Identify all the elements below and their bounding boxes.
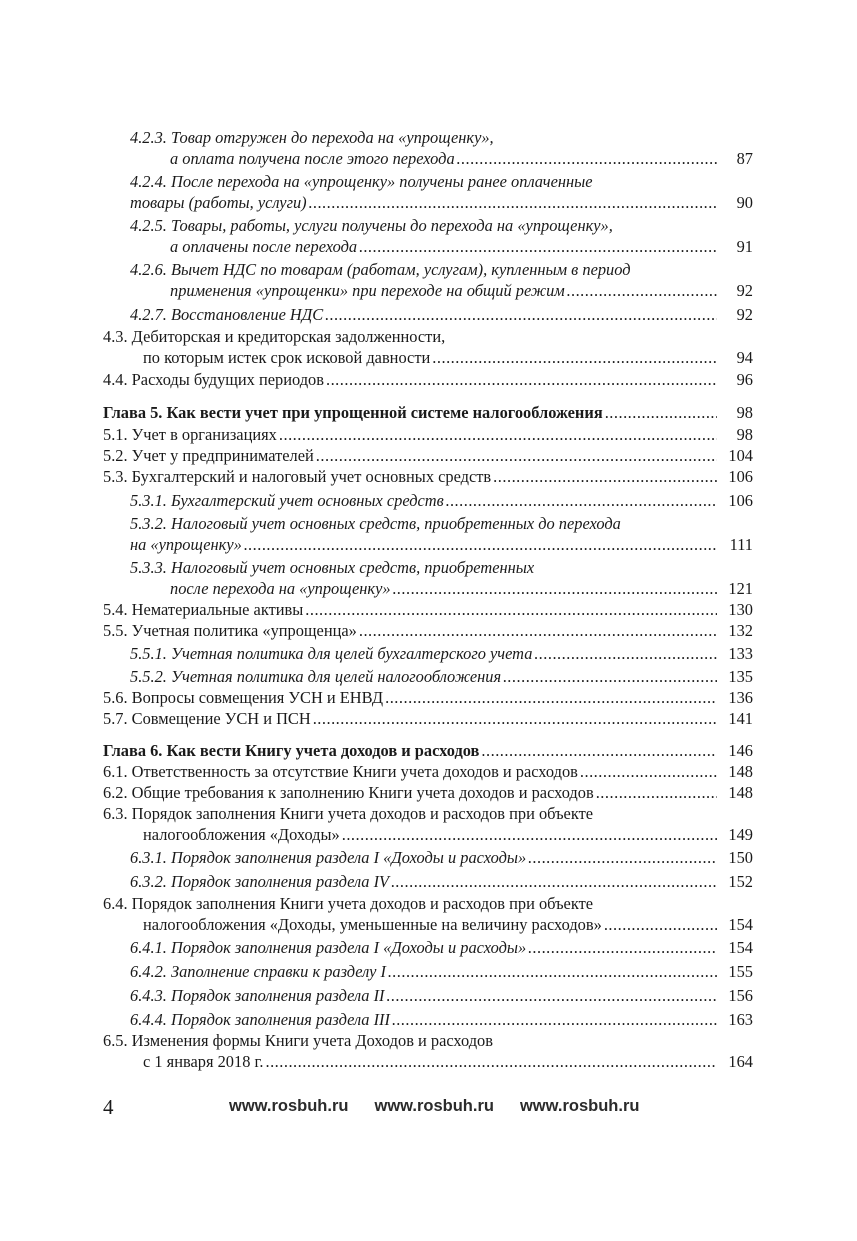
toc-entry-text-line: товары (работы, услуги) (130, 193, 307, 212)
toc-entry-text-line: 6.4.4. Порядок заполнения раздела III (130, 1010, 390, 1029)
toc-page-number: 163 (728, 1010, 753, 1029)
toc-entry-text-line: применения «упрощенки» при переходе на общий режим (170, 281, 565, 300)
leader-dots (326, 369, 717, 390)
leader-dots (387, 985, 717, 1006)
toc-entry (103, 369, 753, 390)
toc-page-number: 146 (728, 741, 753, 760)
leader-dots (392, 1009, 717, 1030)
leader-dots (432, 347, 717, 368)
toc-page-number: 106 (728, 467, 753, 486)
toc-page-number: 148 (728, 762, 753, 781)
toc-page-number: 148 (728, 783, 753, 802)
toc-entry (103, 599, 753, 620)
toc-chapter-entry (103, 740, 753, 761)
toc-entry-text-line: 6.1. Ответственность за отсутствие Книги учета доходов и расходов (103, 762, 578, 781)
leader-dots (567, 280, 717, 301)
leader-dots (580, 761, 717, 782)
toc-entry (103, 1030, 753, 1072)
toc-entry-text-line: а оплачены после перехода (170, 237, 358, 256)
toc-entry (103, 326, 753, 368)
toc-entry (103, 466, 753, 487)
toc-entry-text-line: с 1 января 2018 г. (143, 1052, 264, 1071)
toc-page-number: 136 (728, 688, 753, 707)
toc-page-number: 155 (728, 962, 753, 981)
toc-entry-text-line: на «упрощенку» (130, 535, 242, 554)
leader-dots (316, 445, 717, 466)
toc-page-number: 149 (728, 825, 753, 844)
leader-dots (265, 1051, 717, 1072)
toc-entry-text-line: 5.6. Вопросы совмещения УСН и ЕНВД (103, 688, 384, 707)
leader-dots (388, 961, 717, 982)
toc-entry (103, 127, 753, 169)
toc-entry-text-line: 4.4. Расходы будущих периодов (103, 370, 324, 389)
toc-page-number: 133 (728, 644, 753, 663)
toc-entry-text-line: 6.5. Изменения формы Книги учета Доходов и расходов (103, 1031, 493, 1050)
toc-page-number: 111 (729, 535, 753, 554)
toc-page-number: 121 (728, 579, 753, 598)
toc-entry-text-line: 4.2.4. После перехода на «упрощенку» получены ранее оплаченные (130, 172, 593, 191)
toc-entry (103, 215, 753, 257)
toc-entry (103, 961, 753, 982)
toc-entry (103, 643, 753, 664)
toc-entry-text-line: 4.2.5. Товары, работы, услуги получены до перехода на «упрощенку», (130, 216, 613, 235)
leader-dots (279, 424, 717, 445)
toc-entry-text-line: 5.1. Учет в организациях (103, 425, 277, 444)
toc-page-number: 91 (736, 237, 753, 256)
toc-entry (103, 557, 753, 599)
toc-entry-text-line: 5.2. Учет у предпринимателей (103, 446, 314, 465)
leader-dots (305, 599, 717, 620)
toc-page-number: 156 (728, 986, 753, 1005)
toc-page-number: 92 (736, 305, 753, 324)
toc-page-number: 141 (728, 709, 753, 728)
toc-entry-text-line: 5.4. Нематериальные активы (103, 600, 304, 619)
toc-entry-text-line: а оплата получена после этого перехода (170, 149, 455, 168)
toc-entry-text-line: 5.3.1. Бухгалтерский учет основных средств (130, 491, 444, 510)
toc-page-number: 150 (728, 848, 753, 867)
toc-page-number: 164 (728, 1052, 753, 1071)
toc-page-number: 90 (736, 193, 753, 212)
toc-entry-text-line: по которым истек срок исковой давности (143, 348, 431, 367)
leader-dots (534, 643, 717, 664)
toc-entry-text-line: 6.4.3. Порядок заполнения раздела II (130, 986, 385, 1005)
leader-dots (528, 847, 717, 868)
toc-page-number: 154 (728, 938, 753, 957)
leader-dots (457, 148, 717, 169)
toc-page-number: 98 (736, 403, 753, 422)
toc-entry (103, 666, 753, 687)
leader-dots (604, 914, 717, 935)
toc-entry (103, 620, 753, 641)
toc-entry (103, 893, 753, 935)
leader-dots (528, 937, 717, 958)
toc-page-number: 98 (736, 425, 753, 444)
toc-entry (103, 424, 753, 445)
toc-page-number: 92 (736, 281, 753, 300)
toc-page-number: 96 (736, 370, 753, 389)
toc-entry (103, 445, 753, 466)
toc-entry-text-line: 6.3.2. Порядок заполнения раздела IV (130, 872, 390, 891)
toc-entry (103, 259, 753, 301)
toc-entry-text-line: налогообложения «Доходы» (143, 825, 340, 844)
toc-entry-text-line: после перехода на «упрощенку» (170, 579, 391, 598)
toc-entry (103, 871, 753, 892)
leader-dots (342, 824, 717, 845)
leader-dots (393, 578, 717, 599)
toc-entry-text-line: 6.4. Порядок заполнения Книги учета доходов и расходов при объекте (103, 894, 594, 913)
leader-dots (359, 236, 717, 257)
toc-entry (103, 985, 753, 1006)
toc-entry-text-line: 6.4.2. Заполнение справки к разделу I (130, 962, 386, 981)
leader-dots (481, 740, 717, 761)
toc-page-number: 106 (728, 491, 753, 510)
toc-entry-text-line: 4.3. Дебиторская и кредиторская задолженности, (103, 327, 446, 346)
toc-page-number: 104 (728, 446, 753, 465)
toc-entry-text-line: 5.3.3. Налоговый учет основных средств, приобретенных (130, 558, 535, 577)
leader-dots (446, 490, 717, 511)
toc-entry-text-line: 4.2.3. Товар отгружен до перехода на «упрощенку», (130, 128, 494, 147)
toc-entry-text-line: 4.2.7. Восстановление НДС (130, 305, 324, 324)
toc-entry (103, 803, 753, 845)
toc-page-number: 154 (728, 915, 753, 934)
toc-entry-text-line: 4.2.6. Вычет НДС по товарам (работам, услугам), купленным в период (130, 260, 631, 279)
toc-page-number: 135 (728, 667, 753, 686)
toc-entry-text-line: 6.4.1. Порядок заполнения раздела I «Доходы и расходы» (130, 938, 527, 957)
leader-dots (385, 687, 717, 708)
toc-entry (103, 782, 753, 803)
toc-page-number: 130 (728, 600, 753, 619)
toc-entry-text-line: 5.3. Бухгалтерский и налоговый учет основных средств (103, 467, 492, 486)
toc-entry-text-line: 5.7. Совмещение УСН и ПСН (103, 709, 311, 728)
toc-entry (103, 304, 753, 325)
toc-entry-text-line: 6.2. Общие требования к заполнению Книги учета доходов и расходов (103, 783, 594, 802)
leader-dots (313, 708, 717, 729)
leader-dots (359, 620, 717, 641)
toc-entry-text-line: 5.5. Учетная политика «упрощенца» (103, 621, 357, 640)
toc-chapter-entry (103, 402, 753, 423)
toc-entry (103, 1009, 753, 1030)
footer-link[interactable]: www.rosbuh.ru (374, 1097, 494, 1115)
toc-entry (103, 171, 753, 213)
toc-entry-text-line: налогообложения «Доходы, уменьшенные на величину расходов» (143, 915, 602, 934)
leader-dots (596, 782, 717, 803)
footer-link[interactable]: www.rosbuh.ru (229, 1097, 349, 1115)
toc-entry-text-line: 5.3.2. Налоговый учет основных средств, приобретенных до перехода (130, 514, 621, 533)
toc-page-number: 132 (728, 621, 753, 640)
footer-links (229, 1094, 639, 1118)
toc-entry (103, 937, 753, 958)
chapter-title: Глава 6. Как вести Книгу учета доходов и расходов (103, 741, 480, 760)
leader-dots (309, 192, 717, 213)
leader-dots (493, 466, 717, 487)
toc-page-number: 94 (736, 348, 753, 367)
toc-entry (103, 708, 753, 729)
toc-entry-text-line: 6.3.1. Порядок заполнения раздела I «Доходы и расходы» (130, 848, 527, 867)
toc-entry-text-line: 6.3. Порядок заполнения Книги учета доходов и расходов при объекте (103, 804, 594, 823)
toc-entry (103, 687, 753, 708)
footer-link[interactable]: www.rosbuh.ru (519, 1097, 640, 1115)
toc-page-number: 87 (736, 149, 753, 168)
leader-dots (244, 534, 717, 555)
toc-entry-text-line: 5.5.2. Учетная политика для целей налогообложения (130, 667, 502, 686)
toc-entry (103, 847, 753, 868)
leader-dots (605, 402, 717, 423)
leader-dots (391, 871, 717, 892)
page-number: 4 (103, 1095, 114, 1119)
toc-page-number: 152 (728, 872, 753, 891)
toc-entry (103, 513, 753, 555)
toc-entry-text-line: 5.5.1. Учетная политика для целей бухгалтерского учета (130, 644, 533, 663)
toc-entry (103, 490, 753, 511)
toc-entry (103, 761, 753, 782)
chapter-title: Глава 5. Как вести учет при упрощенной системе налогообложения (103, 403, 603, 422)
leader-dots (325, 304, 717, 325)
leader-dots (503, 666, 717, 687)
